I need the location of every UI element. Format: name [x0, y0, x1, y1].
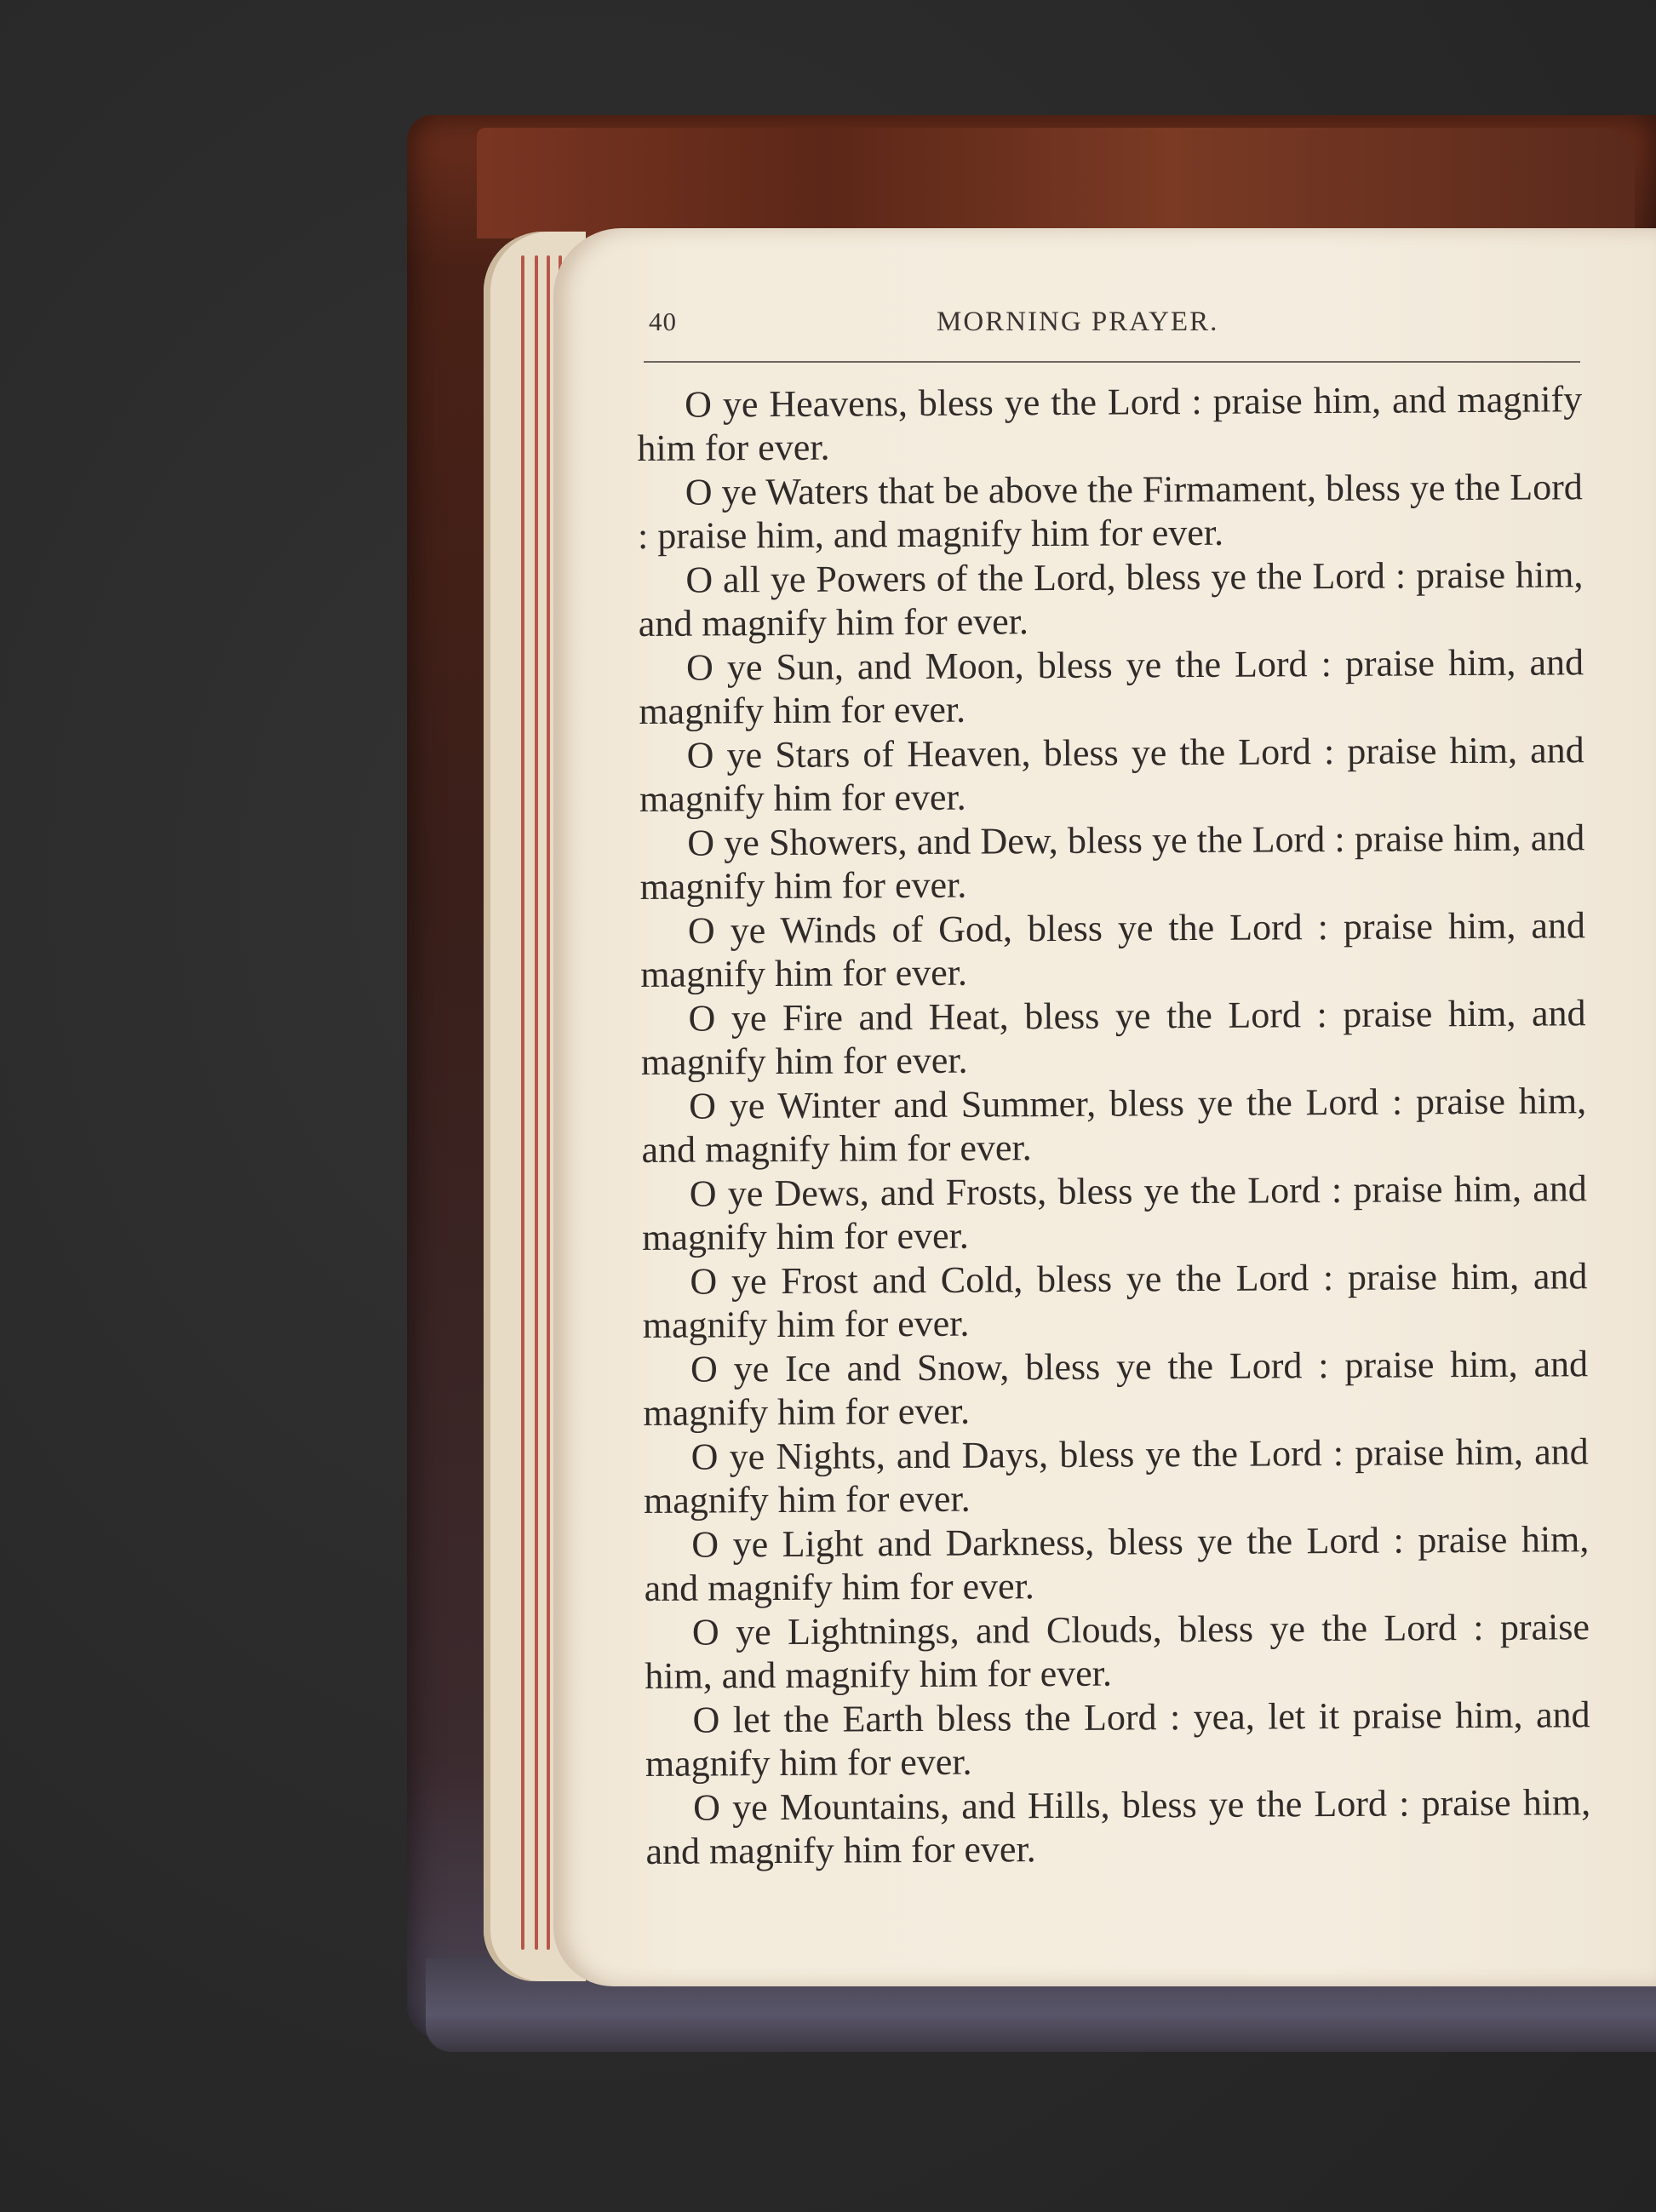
canticle-text	[637, 377, 1591, 1874]
verse: O ye Waters that be above the Firmament, bless ye the Lord : praise him, and magnify him for ever.	[637, 466, 1583, 557]
verse: O ye Mountains, and Hills, bless ye the Lord : praise him, and magnify him for ever.	[645, 1781, 1591, 1872]
running-head	[649, 300, 1577, 342]
cover-top-edge	[477, 128, 1635, 238]
red-page-edge	[547, 255, 550, 1950]
verse: O ye Sun, and Moon, bless ye the Lord : praise him, and magnify him for ever.	[639, 641, 1584, 732]
verse: O all ye Powers of the Lord, bless ye the Lord : praise him, and magnify him for ever.	[638, 553, 1584, 645]
header-rule	[644, 361, 1580, 363]
verse: O ye Winds of God, bless ye the Lord : praise him, and magnify him for ever.	[640, 904, 1586, 995]
red-page-edge	[521, 255, 524, 1950]
verse: O let the Earth bless the Lord : yea, let it praise him, and magnify him for ever.	[645, 1693, 1590, 1785]
verse: O ye Showers, and Dew, bless ye the Lord : praise him, and magnify him for ever.	[639, 817, 1585, 908]
verse: O ye Winter and Summer, bless ye the Lord : praise him, and magnify him for ever.	[641, 1080, 1587, 1171]
page-number: 40	[649, 307, 677, 336]
red-page-edge	[535, 255, 538, 1950]
verse: O ye Dews, and Frosts, bless ye the Lord : praise him, and magnify him for ever.	[641, 1167, 1587, 1258]
verse: O ye Lightnings, and Clouds, bless ye the Lord : praise him, and magnify him for ever.	[645, 1606, 1590, 1697]
verse: O ye Light and Darkness, bless ye the Lord : praise him, and magnify him for ever.	[644, 1518, 1590, 1609]
verse: O ye Fire and Heat, bless ye the Lord : praise him, and magnify him for ever.	[640, 992, 1586, 1083]
verse: O ye Nights, and Days, bless ye the Lord : praise him, and magnify him for ever.	[643, 1430, 1589, 1521]
verse: O ye Stars of Heaven, bless ye the Lord : praise him, and magnify him for ever.	[639, 729, 1584, 820]
verse: O ye Heavens, bless ye the Lord : praise him, and magnify him for ever.	[637, 378, 1583, 469]
page-title: MORNING PRAYER.	[937, 307, 1219, 337]
verse: O ye Ice and Snow, bless ye the Lord : praise him, and magnify him for ever.	[643, 1343, 1589, 1434]
verse: O ye Frost and Cold, bless ye the Lord : praise him, and magnify him for ever.	[642, 1255, 1588, 1346]
